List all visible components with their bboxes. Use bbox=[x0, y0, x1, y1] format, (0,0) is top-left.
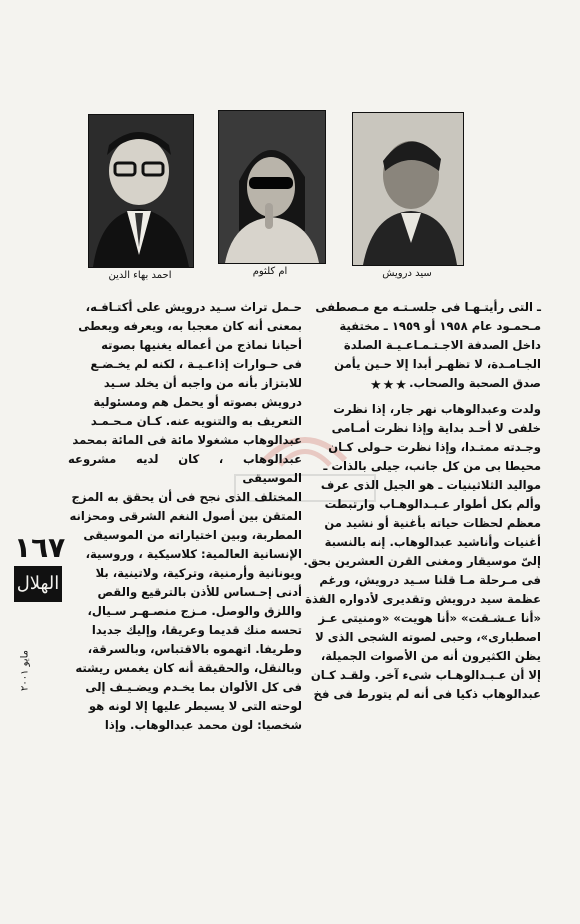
page-number: ١٦٧ bbox=[14, 531, 66, 564]
photo-umm-kulthum bbox=[218, 110, 326, 264]
caption-ahmed-bahaa: احمد بهاء الدين bbox=[108, 270, 172, 281]
portrait-photo-icon bbox=[89, 115, 193, 267]
portrait-photo-icon bbox=[219, 111, 325, 263]
article-column-right-bottom: ولدت وعبدالوهاب نهر جار، إذا نظرت خلفى لا أحـد بداية وإذا نظرت أمـامى وجـدته ممتـدا، وإذا نظرت حـولى كـان محيطا بى من كل جانب، جيلى بالذات ـ مواليد الثلاثينيات ـ هو الجيل الذى عرف وألم بكل أطوار عـبـدالوهـاب وارتبطت معظم لحظات حياته بأغنية أو نشيد من أغنيات وأناشيد عبدالوهاب. إنه بالنسبة إلىّ موسيقار ومغنى القرن العشرين بحق. فى مـرحلة مـا قلنا سـيد درويش، ورغم عظمة سيد درويش وتقديرى لأدواره الفذة «أنا عـشـقت» «أنا هويت» «ومنيتى عـز اصطبارى»، وحبى لصوته الشجى الذى لا يظن الكثيرون أنه من الأصوات الجميلة، إلا أن عـبـدالوهـاب شىء آخر. ولقـد كـان عبدالوهاب ذكيا فى أنه لم يتورط فى فخ bbox=[303, 402, 541, 701]
caption-umm-kulthum: ام كلثوم bbox=[252, 266, 288, 277]
article-column-right-top: ـ التى رأيتـهـا فى جلسـتـه مع مـصطفى مـحمـود عام ١٩٥٨ أو ١٩٥٩ ـ مختفية داخل الصدفة الاجـتـمـاعـيـة الصلدة الجـامـدة، لا تظهـر أبدا إلا حـين يأمن صدق الصحبة والصحاب. bbox=[315, 300, 541, 390]
caption-sayed-darwish: سيد درويش bbox=[382, 268, 432, 279]
photo-ahmed-bahaa bbox=[88, 114, 194, 268]
photo-sayed-darwish bbox=[352, 112, 464, 266]
issue-date: مايو ٢٠٠١ bbox=[19, 650, 31, 692]
portrait-photo-icon bbox=[353, 113, 463, 265]
section-separator: ★★★ bbox=[370, 378, 408, 393]
article-column-left: حـمل تراث سـيد درويش على أكتـافـه، بمعنى أنه كان معجبا به، ويعرفه ويعطى أحيانا نماذج من أعماله يغنيها بصوته فى حـوارات إذاعـيـة ، لكنه لم يخـضـع للابتزاز بأنه من واجبه أن يخلد سـيد درويش بصوته أو يحمل هم ومسئولية التعريف به والتنويه عنه. كـان مـحـمـد عبدالوهاب مشغولا مائة فى المائة بمحمد عبدالوهاب ، كان لديه مشروعه الموسيقى المختلف الذى نجح فى أن يحقق به المزج المتقن بين أصول النغم الشرقى ومحزانه المطربة، وبين اختياراته من الموسيقى الإنسانية العالمية: كلاسيكية ، وروسية، ويونانية وأرمنية، وتركية، ولاتينية، بلا أدنى إحـساس للأذن بالترقيع والقص واللزق والوصل. مـزج منصـهـر سـيال، تحسه منك قديما وعريقا، وإليك جديدا وطريفا. اتهموه بالاقتباس، وبالسرقة، وبالنقل، والحقيقة أنه كان يغمس ريشته فى كل الألوان بما يخـدم ويضـيـف إلى لوحته التى لا يسيطر عليها إلا لونه هو شخصيا: لون محمد عبدالوهاب. وإذا bbox=[68, 300, 302, 732]
magazine-logo: الهلال bbox=[14, 566, 62, 602]
